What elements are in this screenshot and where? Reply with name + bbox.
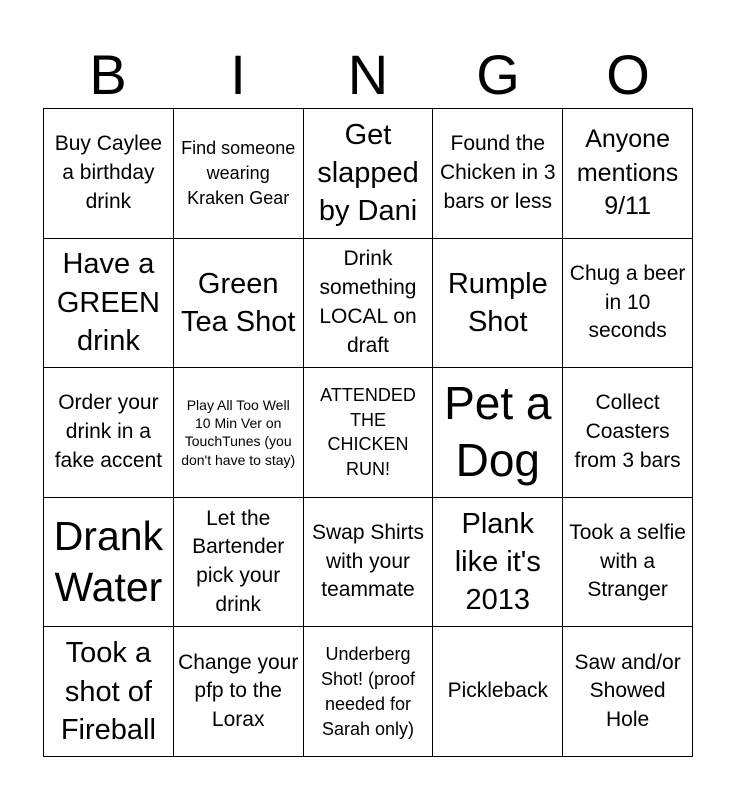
header-letter-n: N: [347, 43, 389, 106]
bingo-cell[interactable]: Pet a Dog: [433, 368, 563, 498]
bingo-cell[interactable]: Swap Shirts with your teammate: [304, 498, 434, 628]
bingo-cell[interactable]: Order your drink in a fake accent: [44, 368, 174, 498]
header-letter-o: O: [606, 43, 650, 106]
bingo-cell[interactable]: Pickleback: [433, 627, 563, 757]
bingo-cell[interactable]: Anyone mentions 9/11: [563, 109, 693, 239]
bingo-cell[interactable]: Green Tea Shot: [174, 239, 304, 369]
header-letter-i: I: [230, 43, 246, 106]
bingo-cell[interactable]: Have a GREEN drink: [44, 239, 174, 369]
bingo-cell[interactable]: Play All Too Well 10 Min Ver on TouchTunes (you don't have to stay): [174, 368, 304, 498]
bingo-cell[interactable]: Rumple Shot: [433, 239, 563, 369]
bingo-cell[interactable]: Change your pfp to the Lorax: [174, 627, 304, 757]
bingo-cell[interactable]: Drink something LOCAL on draft: [304, 239, 434, 369]
bingo-cell[interactable]: ATTENDED THE CHICKEN RUN!: [304, 368, 434, 498]
bingo-cell[interactable]: Let the Bartender pick your drink: [174, 498, 304, 628]
bingo-cell[interactable]: Chug a beer in 10 seconds: [563, 239, 693, 369]
bingo-cell[interactable]: Drank Water: [44, 498, 174, 628]
bingo-cell[interactable]: Underberg Shot! (proof needed for Sarah only): [304, 627, 434, 757]
bingo-cell[interactable]: Buy Caylee a birthday drink: [44, 109, 174, 239]
bingo-cell[interactable]: Found the Chicken in 3 bars or less: [433, 109, 563, 239]
bingo-cell[interactable]: Took a shot of Fireball: [44, 627, 174, 757]
header-letter-b: B: [89, 43, 127, 106]
bingo-board: [43, 108, 693, 757]
bingo-header: [43, 42, 693, 108]
bingo-cell[interactable]: Get slapped by Dani: [304, 109, 434, 239]
header-letter-g: G: [476, 43, 520, 106]
bingo-cell[interactable]: Saw and/or Showed Hole: [563, 627, 693, 757]
bingo-cell[interactable]: Took a selfie with a Stranger: [563, 498, 693, 628]
bingo-cell[interactable]: Plank like it's 2013: [433, 498, 563, 628]
bingo-cell[interactable]: Collect Coasters from 3 bars: [563, 368, 693, 498]
bingo-cell[interactable]: Find someone wearing Kraken Gear: [174, 109, 304, 239]
